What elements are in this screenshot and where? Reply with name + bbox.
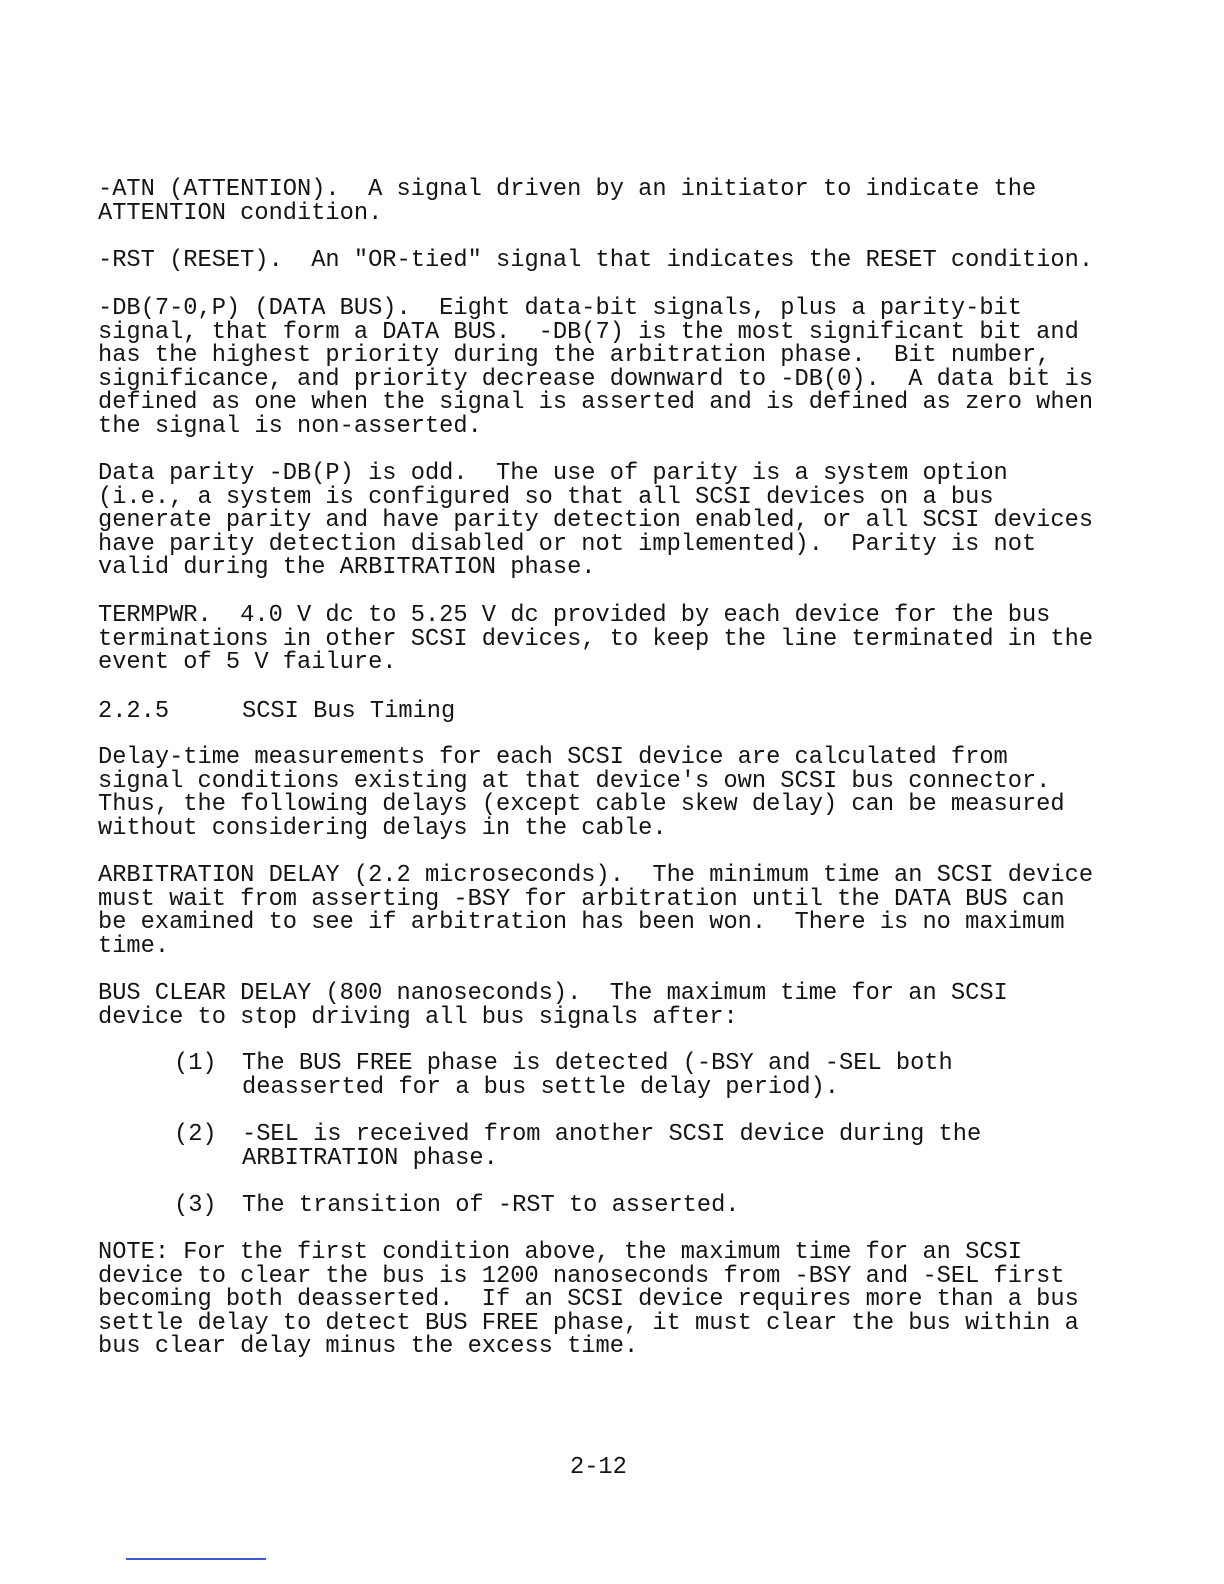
list-item-text: The transition of -RST to asserted. — [242, 1192, 740, 1219]
section-title: SCSI Bus Timing — [242, 698, 456, 725]
list-item-number: (3) — [174, 1192, 217, 1219]
scan-artifact-line — [126, 1558, 266, 1560]
list-item-number: (2) — [174, 1121, 217, 1148]
paragraph-bus-clear-delay: BUS CLEAR DELAY (800 nanoseconds). The maximum time for an SCSI device to stop driving all bus signals after: — [98, 980, 1008, 1031]
paragraph-arbitration-delay: ARBITRATION DELAY (2.2 microseconds). The minimum time an SCSI device must wait from asserting -BSY for arbitration until the DATA BUS can be examined to see if arbitration has been won. There is no maximum time. — [98, 862, 1094, 960]
paragraph-data-parity: Data parity -DB(P) is odd. The use of parity is a system option (i.e., a system is configured so that all SCSI devices on a bus generate parity and have parity detection enabled, or all SCSI devices have parity detection disabled or not implemented). Parity is not valid during the ARBITRATION phase. — [98, 460, 1094, 582]
paragraph-rst: -RST (RESET). An "OR-tied" signal that indicates the RESET condition. — [98, 247, 1094, 274]
paragraph-termpwr: TERMPWR. 4.0 V dc to 5.25 V dc provided by each device for the bus terminations in other SCSI devices, to keep the line terminated in the event of 5 V failure. — [98, 602, 1094, 677]
list-item-text: -SEL is received from another SCSI device during the ARBITRATION phase. — [242, 1121, 982, 1172]
page-number: 2-12 — [570, 1454, 627, 1481]
paragraph-note: NOTE: For the first condition above, the maximum time for an SCSI device to clear the bus is 1200 nanoseconds from -BSY and -SEL first becoming both deasserted. If an SCSI device requires more than a bus settle delay to detect BUS FREE phase, it must clear the bus within a bus clear delay minus the excess time. — [98, 1239, 1079, 1361]
section-number: 2.2.5 — [98, 698, 170, 725]
list-item-number: (1) — [174, 1050, 217, 1077]
paragraph-delay-intro: Delay-time measurements for each SCSI device are calculated from signal conditions existing at that device's own SCSI bus connector. Thus, the following delays (except cable skew delay) can be measured without considering delays in the cable. — [98, 744, 1065, 842]
paragraph-atn: -ATN (ATTENTION). A signal driven by an initiator to indicate the ATTENTION condition. — [98, 176, 1037, 227]
paragraph-data-bus: -DB(7-0,P) (DATA BUS). Eight data-bit signals, plus a parity-bit signal, that form a DATA BUS. -DB(7) is the most significant bit and has the highest priority during the arbitration phase. Bit number, significance, and priority decrease downward to -DB(0). A data bit is defined as one when the signal is asserted and is defined as zero when the signal is non-asserted. — [98, 295, 1094, 440]
list-item-text: The BUS FREE phase is detected (-BSY and -SEL both deasserted for a bus settle delay period). — [242, 1050, 953, 1101]
